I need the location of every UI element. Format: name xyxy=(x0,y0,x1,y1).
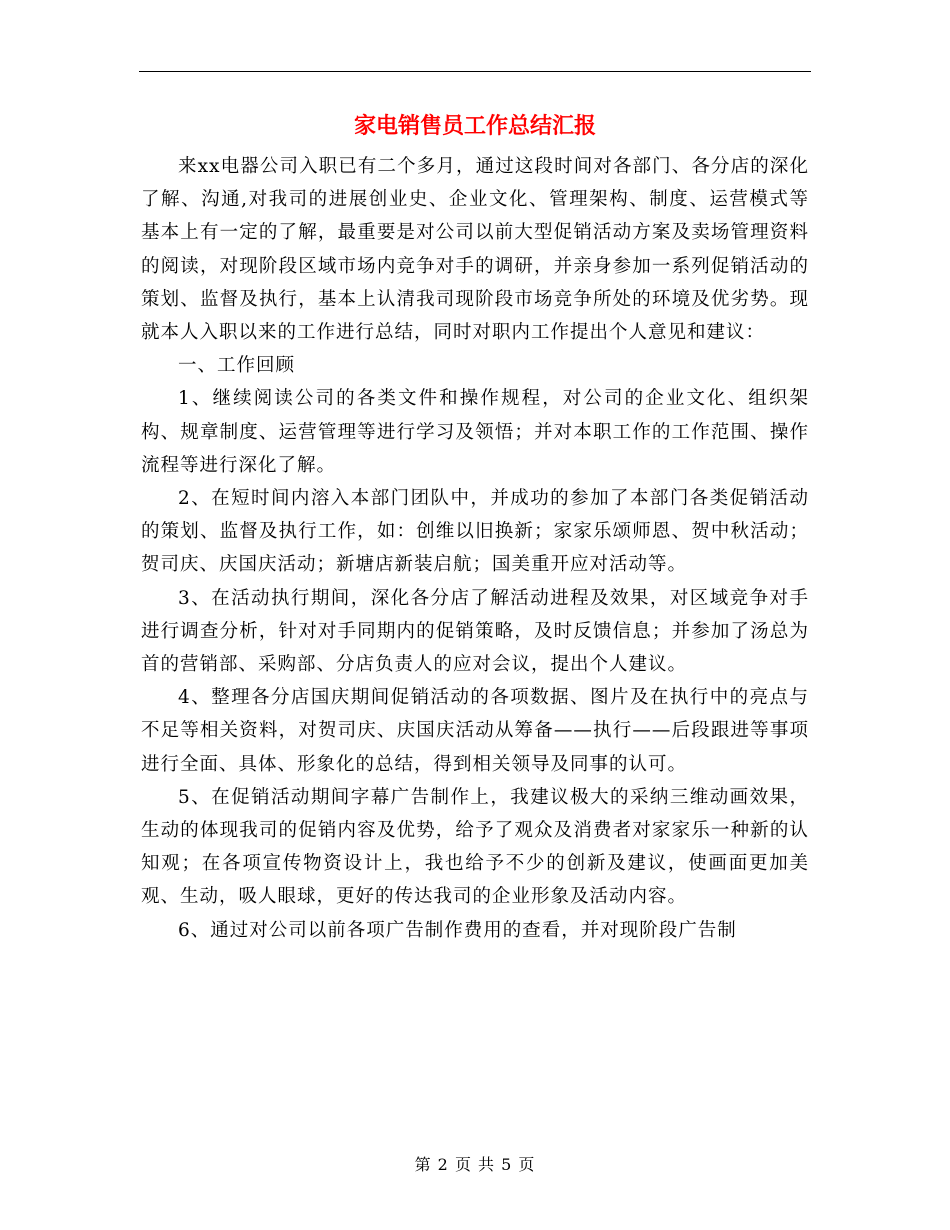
page-footer xyxy=(0,1153,950,1177)
section-heading-work-review: 一、工作回顾 xyxy=(178,355,296,377)
footer-suffix: 页 xyxy=(518,1155,536,1174)
paragraph-item-2: 2、在短时间内溶入本部门团队中，并成功的参加了本部门各类促销活动的策划、监督及执行工作，如：创维以旧换新；家家乐颂师恩、贺中秋活动；贺司庆、庆国庆活动；新塘店新装启航；国美重开应对活动等。 xyxy=(141,488,809,576)
footer-total-pages: 5 xyxy=(501,1155,513,1174)
footer-middle: 页 共 xyxy=(454,1155,496,1174)
footer-current-page: 2 xyxy=(437,1155,449,1174)
paragraph-item-3: 3、在活动执行期间，深化各分店了解活动进程及效果，对区域竞争对手进行调查分析，针对对手同期内的促销策略，及时反馈信息；并参加了汤总为首的营销部、采购部、分店负责人的应对会议，提出个人建议。 xyxy=(141,587,809,676)
paragraph-item-5: 5、在促销活动期间字幕广告制作上，我建议极大的采纳三维动画效果，生动的体现我司的促销内容及优势，给予了观众及消费者对家家乐一种新的认知观；在各项宣传物资设计上，我也给予不少的创新及建议，使画面更加美观、生动，吸人眼球，更好的传达我司的企业形象及活动内容。 xyxy=(141,786,809,908)
paragraph-intro: 来xx电器公司入职已有二个多月，通过这段时间对各部门、各分店的深化了解、沟通,对我司的进展创业史、企业文化、管理架构、制度、运营模式等基本上有一定的了解，最重要是对公司以前大型促销活动方案及卖场管理资料的阅读，对现阶段区域市场内竞争对手的调研，并亲身参加一系列促销活动的策划、监督及执行，基本上认清我司现阶段市场竞争所处的环境及优劣势。现就本人入职以来的工作进行总结，同时对职内工作提出个人意见和建议： xyxy=(141,156,809,344)
footer-prefix: 第 xyxy=(414,1155,432,1174)
document-title: 家电销售员工作总结汇报 xyxy=(353,113,596,139)
paragraph-item-1: 1、继续阅读公司的各类文件和操作规程，对公司的企业文化、组织架构、规章制度、运营管理等进行学习及领悟；并对本职工作的工作范围、操作流程等进行深化了解。 xyxy=(141,388,809,476)
paragraph-item-4: 4、整理各分店国庆期间促销活动的各项数据、图片及在执行中的亮点与不足等相关资料，对贺司庆、庆国庆活动从筹备——执行——后段跟进等事项进行全面、具体、形象化的总结，得到相关领导及同事的认可。 xyxy=(141,687,809,775)
paragraph-item-6: 6、通过对公司以前各项广告制作费用的查看，并对现阶段广告制 xyxy=(178,919,737,941)
header-rule xyxy=(139,71,811,72)
document-body xyxy=(141,150,809,947)
